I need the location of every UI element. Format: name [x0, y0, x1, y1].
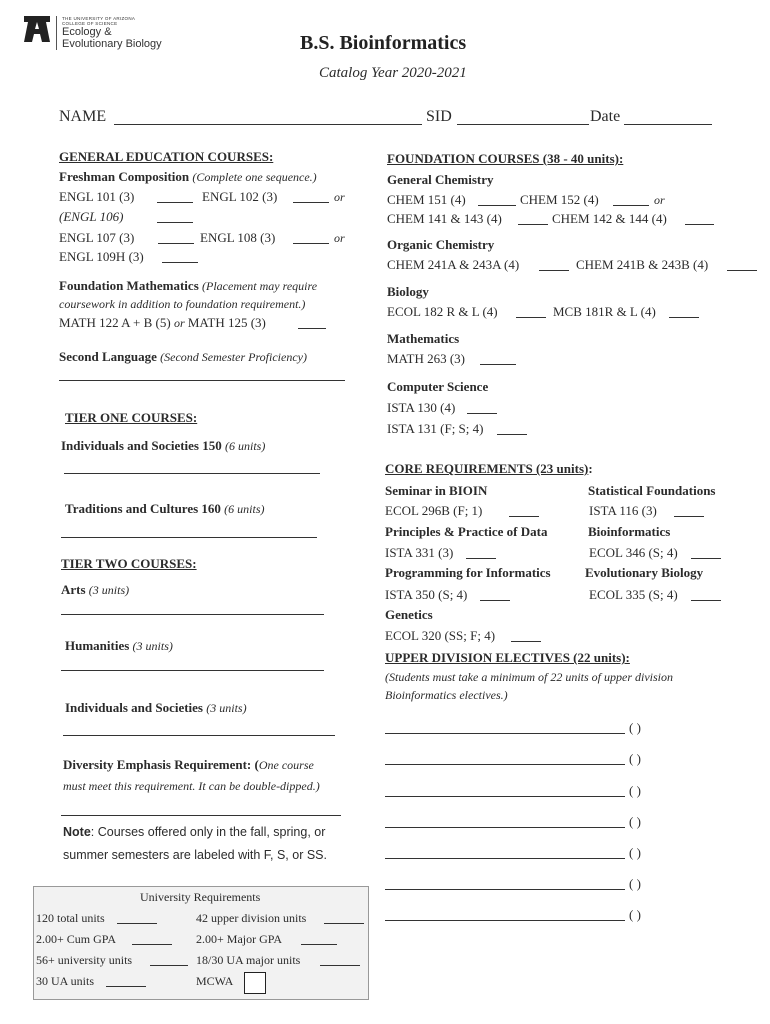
- data-label: Principles & Practice of Data: [385, 524, 548, 539]
- second-language-row: [59, 349, 307, 365]
- evolutionary-label: Evolutionary Biology: [585, 565, 704, 580]
- electives-heading: UPPER DIVISION ELECTIVES (22 units):: [385, 650, 630, 665]
- ua-30-label: 30 UA units: [36, 974, 95, 988]
- total-units-label: 120 total units: [36, 911, 105, 925]
- engl106-blank[interactable]: [157, 222, 193, 223]
- ecol296b-blank[interactable]: [509, 516, 539, 517]
- engl109h-label: ENGL 109H (3): [59, 249, 144, 264]
- note-text-1: : Courses offered only in the fall, spring, or: [90, 825, 326, 839]
- upper-division-label: 42 upper division units: [196, 911, 307, 925]
- ista130-blank[interactable]: [467, 413, 497, 414]
- mcb181-blank[interactable]: [669, 317, 699, 318]
- engl101-blank[interactable]: [157, 202, 193, 203]
- logo-separator: [56, 16, 57, 50]
- foundation-math-note-2: coursework in addition to foundation requirement.): [59, 297, 306, 311]
- chem-or: or: [654, 193, 665, 207]
- engl-or-2: or: [334, 231, 345, 245]
- ua-30-blank[interactable]: [106, 986, 146, 987]
- tier-one-heading: TIER ONE COURSES:: [65, 410, 198, 425]
- mcb181-label: MCB 181R & L (4): [553, 304, 656, 319]
- engl108-blank[interactable]: [293, 243, 329, 244]
- name-label: NAME: [59, 108, 107, 125]
- engl101-label: ENGL 101 (3): [59, 189, 135, 204]
- catalog-year: Catalog Year 2020-2021: [319, 65, 467, 81]
- tier-two-hum-note: (3 units): [132, 639, 173, 653]
- core-heading-colon: :: [588, 461, 593, 476]
- foundation-heading: FOUNDATION COURSES (38 - 40 units):: [387, 151, 624, 166]
- ista131-blank[interactable]: [497, 434, 527, 435]
- foundation-math-row: [59, 278, 317, 294]
- engl106-label: (ENGL 106): [59, 209, 124, 224]
- elective-units-3: ( ): [629, 783, 641, 798]
- orgo-label: Organic Chemistry: [387, 237, 495, 252]
- freshman-comp-row: [59, 169, 317, 185]
- ista350-blank[interactable]: [480, 600, 510, 601]
- logo-college: COLLEGE OF SCIENCE: [62, 21, 118, 26]
- second-language-note: (Second Semester Proficiency): [160, 350, 307, 364]
- tier-two-ind-row: [65, 700, 247, 716]
- note-text-2: summer semesters are labeled with F, S, or SS.: [63, 848, 327, 862]
- engl102-blank[interactable]: [293, 202, 329, 203]
- ua-56-label: 56+ university units: [36, 953, 133, 967]
- diversity-row: [63, 757, 314, 773]
- foundation-math-label: Foundation Mathematics: [59, 278, 199, 293]
- tier-two-ind-label: Individuals and Societies: [65, 700, 203, 715]
- elective-units-7: ( ): [629, 907, 641, 922]
- chem241a-label: CHEM 241A & 243A (4): [387, 257, 520, 272]
- elective-blank-7[interactable]: [385, 920, 625, 921]
- mcwa-checkbox[interactable]: [244, 972, 266, 994]
- ecol182-blank[interactable]: [516, 317, 546, 318]
- ua-56-blank[interactable]: [150, 965, 188, 966]
- university-req-title: University Requirements: [140, 890, 261, 904]
- elective-blank-3[interactable]: [385, 796, 625, 797]
- mcwa-label: MCWA: [196, 974, 234, 988]
- core-heading-row: [385, 461, 593, 477]
- tier-one-trad-blank[interactable]: [61, 537, 317, 538]
- ista131-label: ISTA 131 (F; S; 4): [387, 421, 484, 436]
- elective-blank-4[interactable]: [385, 827, 625, 828]
- diversity-note-2: must meet this requirement. It can be double-dipped.): [63, 779, 320, 793]
- math-option-a: MATH 122 A + B (5): [59, 315, 171, 330]
- ista116-blank[interactable]: [674, 516, 704, 517]
- page-title: B.S. Bioinformatics: [300, 32, 467, 54]
- major-gpa-label: 2.00+ Major GPA: [196, 932, 282, 946]
- chem142-label: CHEM 142 & 144 (4): [552, 211, 667, 226]
- tier-two-arts-row: [61, 582, 129, 598]
- electives-note-1: (Students must take a minimum of 22 units of upper division: [385, 670, 673, 684]
- ecol182-label: ECOL 182 R & L (4): [387, 304, 498, 319]
- name-field[interactable]: [114, 124, 422, 125]
- note-row: [63, 825, 325, 839]
- stats-label: Statistical Foundations: [588, 483, 716, 498]
- elective-blank-5[interactable]: [385, 858, 625, 859]
- gen-chem-label: General Chemistry: [387, 172, 494, 187]
- chem152-label: CHEM 152 (4): [520, 192, 599, 207]
- elective-units-2: ( ): [629, 751, 641, 766]
- tier-two-ind-note: (3 units): [206, 701, 247, 715]
- tier-one-ind-blank[interactable]: [64, 473, 320, 474]
- tier-two-hum-label: Humanities: [65, 638, 130, 653]
- elective-blank-6[interactable]: [385, 889, 625, 890]
- major-units-label: 18/30 UA major units: [196, 953, 301, 967]
- elective-units-5: ( ): [629, 845, 641, 860]
- cum-gpa-label: 2.00+ Cum GPA: [36, 932, 117, 946]
- foundation-math-note-1: (Placement may require: [202, 279, 318, 293]
- note-label: Note: [63, 825, 91, 839]
- logo-university: THE UNIVERSITY OF ARIZONA: [62, 16, 136, 21]
- seminar-label: Seminar in BIOIN: [385, 483, 488, 498]
- electives-note-2: Bioinformatics electives.): [385, 688, 508, 702]
- math-blank[interactable]: [298, 328, 326, 329]
- tier-one-ind-label: Individuals and Societies 150: [61, 438, 222, 453]
- tier-one-ind-note: (6 units): [225, 439, 266, 453]
- ista116-label: ISTA 116 (3): [589, 503, 657, 518]
- freshman-comp-note: (Complete one sequence.): [192, 170, 317, 184]
- tier-two-arts-blank[interactable]: [61, 614, 324, 615]
- gen-ed-heading: GENERAL EDUCATION COURSES:: [59, 149, 274, 164]
- math263-label: MATH 263 (3): [387, 351, 465, 366]
- chem142-blank[interactable]: [685, 224, 714, 225]
- diversity-label: Diversity Emphasis Requirement: (: [63, 757, 259, 772]
- engl-or-1: or: [334, 190, 345, 204]
- engl108-label: ENGL 108 (3): [200, 230, 276, 245]
- mathematics-label: Mathematics: [387, 331, 460, 346]
- engl107-label: ENGL 107 (3): [59, 230, 135, 245]
- ecol320-blank[interactable]: [511, 641, 541, 642]
- computer-science-label: Computer Science: [387, 379, 489, 394]
- tier-one-trad-label: Traditions and Cultures 160: [65, 501, 221, 516]
- engl102-label: ENGL 102 (3): [202, 189, 278, 204]
- total-units-blank[interactable]: [117, 923, 157, 924]
- major-units-blank[interactable]: [320, 965, 360, 966]
- ecol346-blank[interactable]: [691, 558, 721, 559]
- tier-one-trad-row: [65, 501, 265, 517]
- ecol346-label: ECOL 346 (S; 4): [589, 545, 678, 560]
- ecol320-label: ECOL 320 (SS; F; 4): [385, 628, 496, 643]
- elective-blank-2[interactable]: [385, 764, 625, 765]
- tier-one-ind-row: [61, 438, 265, 454]
- sid-label: SID: [426, 108, 452, 125]
- ecol296b-label: ECOL 296B (F; 1): [385, 503, 483, 518]
- second-language-blank[interactable]: [59, 380, 345, 381]
- math-option-or: or: [173, 316, 185, 330]
- ista350-label: ISTA 350 (S; 4): [385, 587, 468, 602]
- major-gpa-blank[interactable]: [301, 944, 337, 945]
- diversity-note-1: One course: [258, 758, 314, 772]
- elective-units-1: ( ): [629, 720, 641, 735]
- chem152-blank[interactable]: [613, 205, 649, 206]
- engl107-blank[interactable]: [158, 243, 194, 244]
- chem141-blank[interactable]: [518, 224, 548, 225]
- university-logo-icon: [22, 14, 52, 44]
- date-label: Date: [590, 108, 621, 125]
- freshman-comp-label: Freshman Composition: [59, 169, 190, 184]
- cum-gpa-blank[interactable]: [132, 944, 172, 945]
- tier-two-ind-blank[interactable]: [63, 735, 335, 736]
- chem141-label: CHEM 141 & 143 (4): [387, 211, 502, 226]
- chem151-blank[interactable]: [478, 205, 516, 206]
- math-option-row: [59, 315, 266, 331]
- genetics-label: Genetics: [385, 607, 433, 622]
- upper-division-blank[interactable]: [324, 923, 364, 924]
- math263-blank[interactable]: [480, 364, 516, 365]
- tier-two-arts-note: (3 units): [88, 583, 130, 597]
- tier-two-heading: TIER TWO COURSES:: [61, 556, 197, 571]
- programming-label: Programming for Informatics: [385, 565, 551, 580]
- ecol335-label: ECOL 335 (S; 4): [589, 587, 678, 602]
- ista331-label: ISTA 331 (3): [385, 545, 454, 560]
- math-option-b: MATH 125 (3): [187, 315, 266, 330]
- chem241b-label: CHEM 241B & 243B (4): [576, 257, 709, 272]
- tier-two-hum-blank[interactable]: [61, 670, 324, 671]
- bioinformatics-label: Bioinformatics: [588, 524, 671, 539]
- chem241a-blank[interactable]: [539, 270, 569, 271]
- chem151-label: CHEM 151 (4): [387, 192, 466, 207]
- elective-units-4: ( ): [629, 814, 641, 829]
- biology-label: Biology: [387, 284, 429, 299]
- tier-two-hum-row: [65, 638, 173, 654]
- ecol335-blank[interactable]: [691, 600, 721, 601]
- department-logo-text: [62, 16, 162, 50]
- second-language-label: Second Language: [59, 349, 157, 364]
- core-heading: CORE REQUIREMENTS (23 units): [385, 461, 589, 476]
- tier-one-trad-note: (6 units): [224, 502, 265, 516]
- tier-two-arts-label: Arts: [61, 582, 86, 597]
- ista130-label: ISTA 130 (4): [387, 400, 456, 415]
- chem241b-blank[interactable]: [727, 270, 757, 271]
- elective-units-6: ( ): [629, 876, 641, 891]
- ista331-blank[interactable]: [466, 558, 496, 559]
- engl109h-blank[interactable]: [162, 262, 198, 263]
- logo-dept-1: Ecology &: [62, 26, 112, 38]
- sid-field[interactable]: [457, 124, 589, 125]
- date-field[interactable]: [624, 124, 712, 125]
- logo-dept-2: Evolutionary Biology: [62, 38, 162, 50]
- diversity-blank[interactable]: [61, 815, 341, 816]
- elective-blank-1[interactable]: [385, 733, 625, 734]
